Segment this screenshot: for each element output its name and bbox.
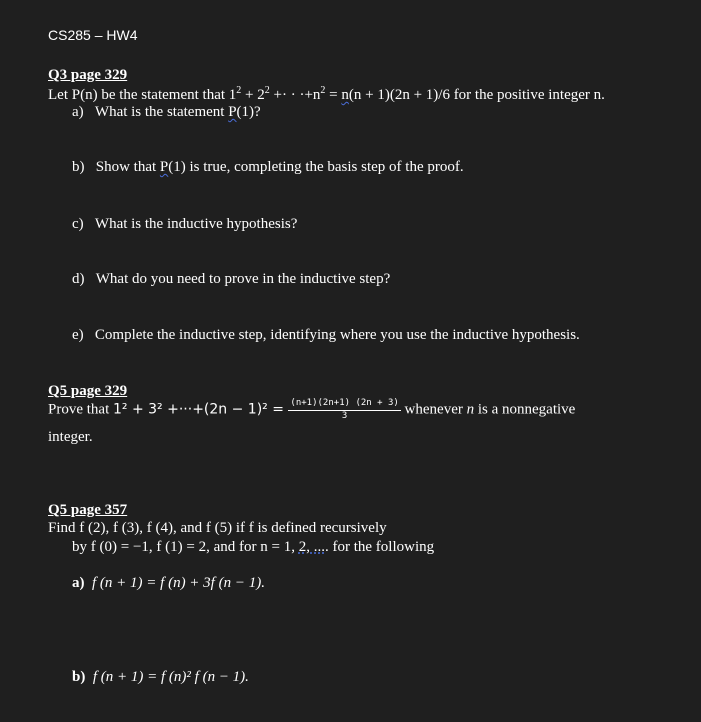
q3-b-pre: Show that <box>95 159 160 175</box>
q5b-a-formula: f (n + 1) = f (n) + 3f (n − 1). <box>92 575 265 591</box>
q5a-lhs: 1² + 3² +···+(2n − 1)² = <box>113 401 289 418</box>
q3-part-c <box>72 216 297 233</box>
q5b-line2-post: . for the following <box>324 539 435 555</box>
q3-c-label: c) <box>72 216 84 232</box>
q5a-whenever: whenever <box>404 401 467 418</box>
q5b-part-a <box>72 575 265 592</box>
q5b-line2-pre: by f (0) = −1, f (1) = 2, and for n = 1, <box>72 539 299 555</box>
q5b-part-b <box>72 669 249 686</box>
q5a-n: n <box>466 401 475 418</box>
q5a-line1 <box>48 398 575 422</box>
q5b-line1: Find f (2), f (3), f (4), and f (5) if f is defined recursively <box>48 520 387 536</box>
q3-part-a <box>72 104 261 121</box>
q3-d-label: d) <box>72 271 85 287</box>
q3-statement-prefix: Let P(n) be the statement that 1 <box>48 87 237 103</box>
q5b-line2 <box>72 539 434 556</box>
q3-part-d <box>72 271 390 288</box>
q3-statement-n: n <box>341 87 349 103</box>
q3-statement: Let P(n) be the statement that $1^2 + 2^2$ +· · $\cdot+n^2 = n(n + 1)(2n + 1)/6$ for the positive integer n. <box>48 85 605 103</box>
q3-b-post: (1) is true, completing the basis step of the proof. <box>168 159 464 175</box>
q3-title: Q3 page 329 <box>48 67 128 83</box>
q5b-title: Q5 page 357 <box>48 502 128 518</box>
q3-part-e <box>72 327 580 344</box>
q3-a-post: (1)? <box>236 104 261 120</box>
q5a-rest: is a nonnegative <box>474 401 576 418</box>
q3-b-label: b) <box>72 159 85 175</box>
q3-b-p: P <box>159 159 169 175</box>
q3-statement-dots: +· · ·+n <box>273 87 321 103</box>
q5a-prove: Prove that <box>48 401 113 418</box>
q3-d-text: What do you need to prove in the inductive step? <box>95 271 391 287</box>
q3-part-b <box>72 159 464 176</box>
q3-c-text: What is the inductive hypothesis? <box>94 216 298 232</box>
page-header: CS285 – HW4 <box>48 27 138 43</box>
q5b-b-formula: f (n + 1) = f (n)² f (n − 1). <box>92 669 249 685</box>
q3-e-label: e) <box>72 327 84 343</box>
q3-statement-formula: + 2 <box>245 87 265 103</box>
q5a-frac-den: 3 <box>341 410 348 421</box>
q5a-integer: integer. <box>48 429 93 445</box>
q5b-a-label: a) <box>72 575 85 591</box>
q3-a-label: a) <box>72 104 84 120</box>
q3-a-pre: What is the statement <box>94 104 229 120</box>
q5a-title: Q5 page 329 <box>48 383 128 399</box>
q3-e-text: Complete the inductive step, identifying where you use the inductive hypothesis. <box>94 327 580 343</box>
q5a-fraction <box>288 398 400 422</box>
q5a-frac-num: (n+1)(2n+1) (2n + 3) <box>288 398 400 411</box>
q5b-line2-dots: 2, ... <box>298 539 325 555</box>
q3-statement-rest: (n + 1)(2n + 1)/6 for the positive integer n. <box>348 87 605 103</box>
q5b-b-label: b) <box>72 669 86 685</box>
q3-a-p: P <box>228 104 237 120</box>
q3-statement-eq: = <box>325 87 342 103</box>
